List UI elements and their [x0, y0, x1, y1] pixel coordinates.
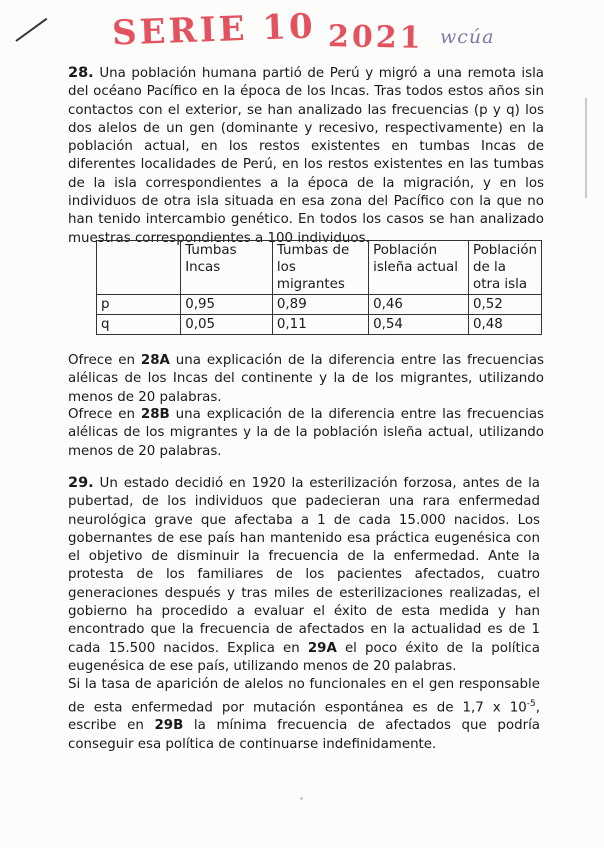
question-29-text: Un estado decidió en 1920 la esterilización forzosa, antes de la pubertad, de los individuos que padecieran una rara enfermedad neurológica grave que afectaba a 1 de cada 15.000 nacidos. Los gobernantes de ese país han mantenido esa práctica eugenésica con el objetivo de disminuir la frecuencia de la enfermedad. Ante la protesta de los familiares de los pacientes afectados, cuatro generaciones después y tras miles de esterilizaciones realizadas, el gobierno ha procedido a evaluar el éxito de esta medida y han encontrado que la frecuencia de afectados en la actualidad es de 1 cada 15.500 nacidos. Explica en — [68, 476, 540, 656]
answer-ref-29a: 29A — [307, 640, 337, 656]
table-header-cell: Tumbas Incas — [181, 241, 273, 295]
question-28-number: 28. — [68, 65, 94, 81]
prompt-text: una explicación de la diferencia entre las frecuencias alélicas de los Incas del continente y la de los migrantes, utilizando menos de 20 palabras. — [68, 353, 544, 405]
answer-ref-28a: 28A — [140, 353, 170, 368]
prompt-text: la mínima frecuencia de afectados que podría conseguir esa política de continuarse indefinidamente. — [68, 718, 540, 752]
exponent: -5 — [526, 698, 536, 709]
question-28-statement — [68, 64, 544, 248]
handwritten-year: 2021 — [327, 19, 424, 56]
table-cell: 0,46 — [369, 295, 469, 315]
question-29-number: 29. — [68, 475, 94, 491]
prompt-text: una explicación de la diferencia entre las frecuencias alélicas de los migrantes y la de la población isleña actual, utilizando menos de 20 palabras. — [68, 407, 544, 459]
margin-line — [585, 98, 587, 198]
table-cell: 0,54 — [369, 315, 469, 335]
question-28-text: Una población humana partió de Perú y migró a una remota isla del océano Pacífico en la época de los Incas. Tras todos estos años sin contactos con el exterior, se han analizado las frecuencias (p y q) los dos alelos de un gen (dominante y recesivo, respectivamente) en la población actual, en los restos existentes en tumbas Incas de diferentes localidades de Perú, en los restos existentes en las tumbas de la isla correspondientes a la época de la migración, y en los individuos de otra isla situada en esa zona del Pacífico con la que no han tenido intercambio genético. En todos los casos se han analizado muestras correspondientes a 100 individuos. — [68, 66, 545, 246]
table-cell: 0,89 — [272, 295, 368, 315]
table-cell: q — [97, 315, 181, 335]
table-cell: 0,05 — [181, 315, 273, 335]
table-row — [97, 295, 542, 315]
table-cell: 0,95 — [181, 295, 273, 315]
prompt-text: el poco éxito de la política eugenésica de ese país, utilizando menos de 20 palabras. — [68, 640, 540, 674]
prompt-text: Ofrece en — [68, 353, 141, 368]
prompt-text: Si la tasa de aparición de alelos no funcionales en el gen responsable de esta enfermedad por mutación espontánea es de 1,7 x 10 — [68, 677, 540, 716]
table-cell: 0,11 — [272, 315, 368, 335]
table-header-cell: Tumbas de los migrantes — [272, 241, 368, 295]
table-cell: p — [97, 295, 181, 315]
table-header-cell: Población isleña actual — [369, 241, 469, 295]
table-header-cell: Población de la otra isla — [469, 241, 542, 295]
answer-ref-28b: 28B — [140, 407, 170, 422]
question-29-statement — [68, 474, 540, 754]
handwritten-note: wcúa — [440, 26, 495, 48]
handwritten-series-title: SERIE 10 — [111, 6, 317, 54]
table-cell: 0,52 — [469, 295, 542, 315]
paper-speck — [300, 797, 303, 800]
prompt-text: , escribe en — [68, 700, 540, 734]
question-28a-prompt — [68, 352, 544, 407]
question-28b-prompt — [68, 406, 544, 461]
table-cell: 0,48 — [469, 315, 542, 335]
table-header-row — [97, 241, 542, 295]
table-row — [97, 315, 542, 335]
pen-stroke-mark — [15, 18, 47, 42]
prompt-text: Ofrece en — [68, 407, 141, 422]
allele-frequency-table — [96, 240, 542, 335]
table-header-cell — [97, 241, 181, 295]
answer-ref-29b: 29B — [154, 718, 184, 734]
